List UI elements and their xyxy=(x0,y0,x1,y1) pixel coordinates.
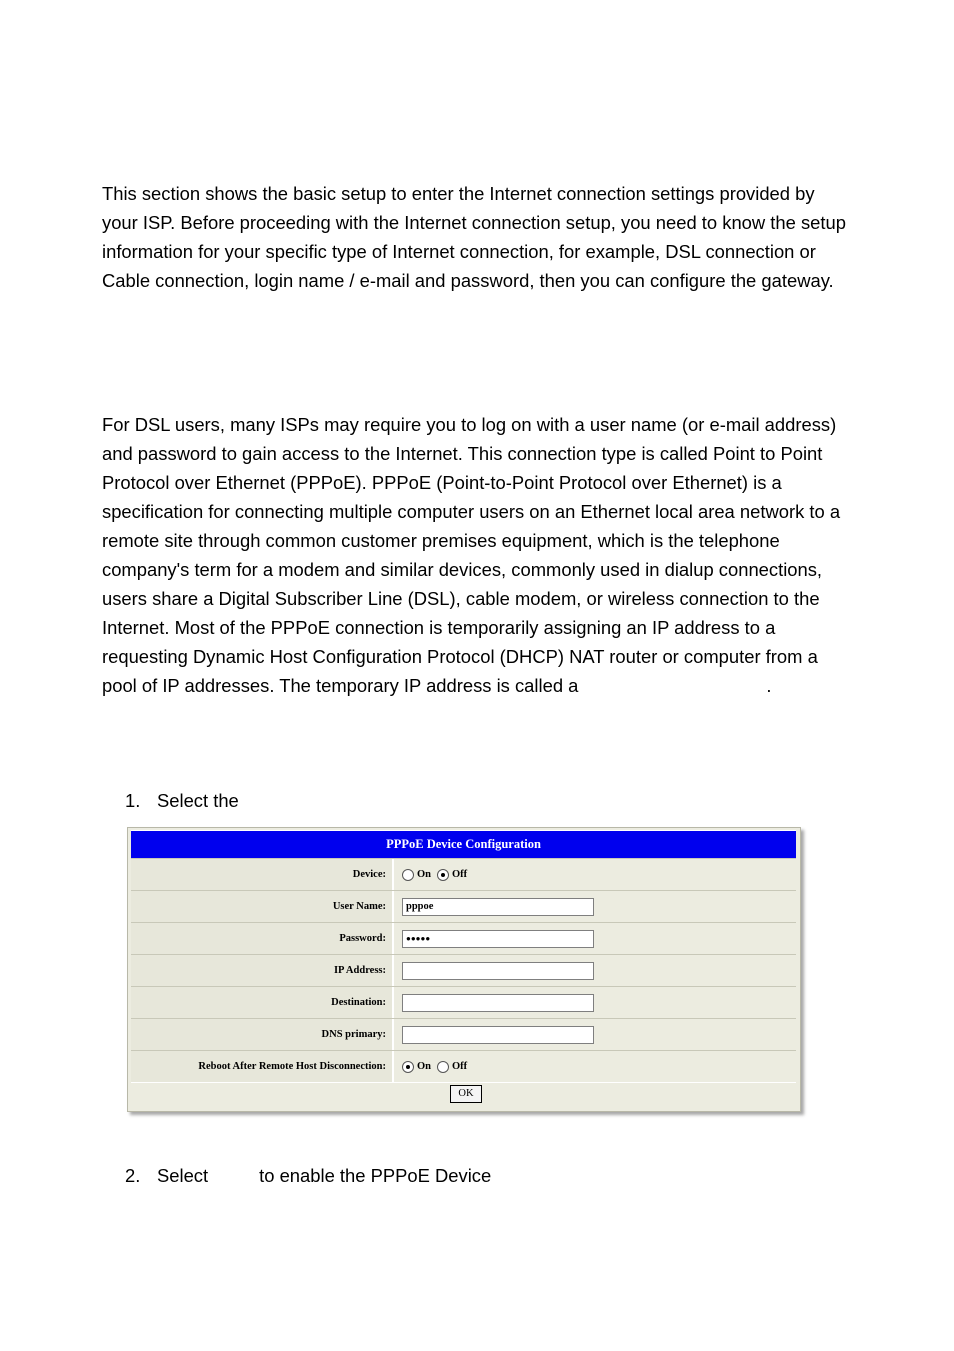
username-label: User Name: xyxy=(131,891,394,922)
step-2-number: 2. xyxy=(125,1165,141,1186)
device-row xyxy=(131,858,796,891)
reboot-off-label: Off xyxy=(452,1061,468,1072)
step-1 xyxy=(125,789,239,813)
ip-address-input[interactable] xyxy=(402,962,594,980)
destination-input[interactable] xyxy=(402,994,594,1012)
device-off-label: Off xyxy=(452,869,468,880)
pppoe-paragraph-end: . xyxy=(766,675,772,696)
dns-primary-row xyxy=(131,1018,796,1051)
pppoe-paragraph-text: For DSL users, many ISPs may require you to log on with a user name (or e-mail address) and password to gain access to the Internet. This connection type is called Point to Point Protocol over Ethernet (PPPoE). PPPoE (Point-to-Point Protocol over Ethernet) is a specification for connecting multiple computer users on an Ethernet local area network to a remote site through common customer premises equipment, which is the telephone company's term for a modem and similar devices, commonly used in dialup connections, users share a Digital Subscriber Line (DSL), cable modem, or wireless connection to the Internet. Most of the PPPoE connection is temporarily assigning an IP address to a requesting Dynamic Host Configuration Protocol (DHCP) NAT router or computer from a pool of IP addresses. The temporary IP address is called a xyxy=(102,414,841,696)
reboot-off-radio[interactable] xyxy=(437,1061,449,1073)
password-input[interactable]: ●●●●● xyxy=(402,930,594,948)
reboot-label: Reboot After Remote Host Disconnection: xyxy=(131,1051,394,1082)
destination-row xyxy=(131,986,796,1019)
intro-paragraph: This section shows the basic setup to enter the Internet connection settings provided by your ISP. Before proceeding with the Internet connection setup, you need to know the setup information for your specific type of Internet connection, for example, DSL connection or Cable connection, login name / e-mail and password, then you can configure the gateway. xyxy=(102,183,846,291)
pppoe-paragraph xyxy=(102,410,847,700)
device-label: Device: xyxy=(131,859,394,890)
step-2-text-before: Select xyxy=(157,1165,209,1186)
ok-row xyxy=(131,1082,796,1109)
dns-primary-label: DNS primary: xyxy=(131,1019,394,1050)
panel-title: PPPoE Device Configuration xyxy=(131,830,796,859)
dns-primary-input[interactable] xyxy=(402,1026,594,1044)
device-on-label: On xyxy=(417,869,432,880)
password-label: Password: xyxy=(131,923,394,954)
step-1-number: 1. xyxy=(125,790,141,811)
step-2-text-after: to enable the PPPoE Device xyxy=(259,1165,492,1186)
password-row xyxy=(131,922,796,955)
reboot-on-radio[interactable] xyxy=(402,1061,414,1073)
ip-address-row xyxy=(131,954,796,987)
ok-button[interactable]: OK xyxy=(450,1085,482,1103)
username-row xyxy=(131,890,796,923)
destination-label: Destination: xyxy=(131,987,394,1018)
step-1-text: Select the xyxy=(157,790,239,811)
username-input[interactable]: pppoe xyxy=(402,898,594,916)
device-on-radio[interactable] xyxy=(402,869,414,881)
step-2 xyxy=(125,1164,491,1188)
ip-address-label: IP Address: xyxy=(131,955,394,986)
pppoe-config-panel xyxy=(127,827,801,1112)
reboot-row xyxy=(131,1050,796,1083)
reboot-on-label: On xyxy=(417,1061,432,1072)
device-off-radio[interactable] xyxy=(437,869,449,881)
